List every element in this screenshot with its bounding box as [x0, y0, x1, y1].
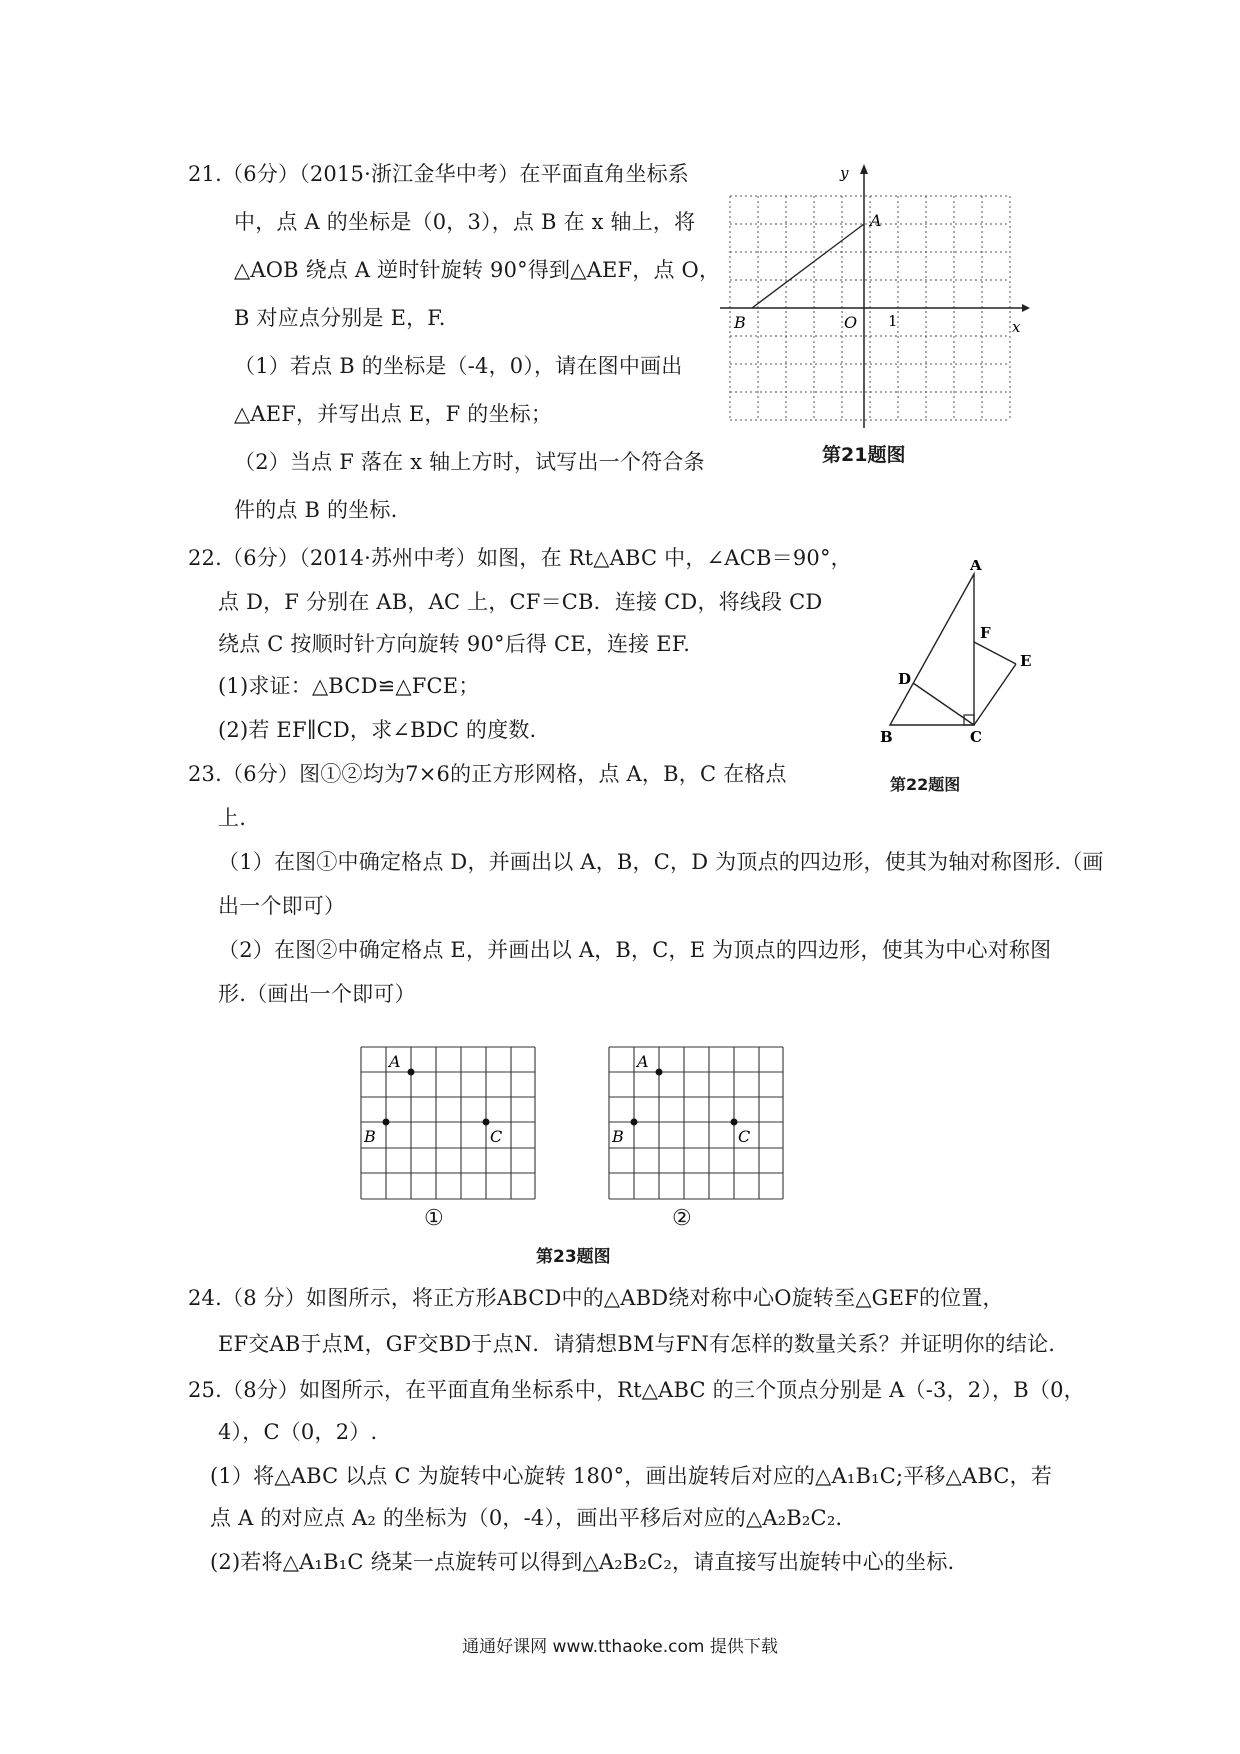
q23-line-2: 上. [218, 806, 247, 830]
q22-label-e: E [1020, 652, 1032, 670]
q21-x-label: x [1012, 318, 1021, 336]
q23-line-4: 出一个即可） [218, 894, 346, 918]
q23-fig1-point-a [408, 1069, 415, 1076]
q24-line-2: EF交AB于点M，GF交BD于点N．请猜想BM与FN有怎样的数量关系？并证明你的结论. [218, 1332, 1056, 1356]
q21-label-o: O [844, 313, 858, 332]
q23-fig1-label-a: A [389, 1052, 401, 1071]
q23-fig2-point-c [731, 1119, 738, 1126]
q21-line-3: △AOB 绕点 A 逆时针旋转 90°得到△AEF，点 O， [234, 258, 721, 282]
q21-y-label: y [840, 164, 849, 182]
q22-triangle-abc [890, 574, 974, 725]
q25-line-2: 4），C（0，2）. [218, 1420, 378, 1444]
q21-tick-1: 1 [888, 312, 898, 330]
q22-label-f: F [980, 624, 991, 642]
q23-line-1: 23.（6分）图①②均为7×6的正方形网格，点 A，B，C 在格点 [188, 762, 787, 786]
q25-line-3: (1）将△ABC 以点 C 为旋转中心旋转 180°，画出旋转后对应的△A₁B₁C;平移△ABC，若 [210, 1464, 1053, 1488]
q22-label-d: D [898, 670, 912, 688]
q23-grid-figure-1 [360, 1046, 536, 1200]
q21-line-1: 21.（6分）（2015·浙江金华中考）在平面直角坐标系 [188, 162, 689, 186]
q22-segment-cd [913, 683, 974, 725]
q22-label-c: C [970, 728, 982, 746]
q22-segment-ce [974, 664, 1016, 725]
q22-segment-fe [974, 642, 1016, 664]
q21-line-4: B 对应点分别是 E，F. [234, 306, 446, 330]
q25-line-4: 点 A 的对应点 A₂ 的坐标为（0，-4），画出平移后对应的△A₂B₂C₂. [210, 1506, 843, 1530]
q21-y-arrow [860, 164, 868, 174]
q23-caption: 第23题图 [536, 1247, 611, 1267]
q23-line-5: （2）在图②中确定格点 E，并画出以 A，B，C，E 为顶点的四边形，使其为中心对称图 [218, 938, 1052, 962]
q23-fig2-point-a [656, 1069, 663, 1076]
q21-label-a: A [870, 211, 882, 230]
q25-line-5: (2)若将△A₁B₁C 绕某一点旋转可以得到△A₂B₂C₂，请直接写出旋转中心的坐标. [210, 1550, 955, 1574]
q23-fig2-label-c: C [738, 1127, 751, 1146]
q23-fig2-label: ② [672, 1206, 692, 1231]
q21-line-8: 件的点 B 的坐标. [234, 498, 398, 522]
q21-coordinate-figure [712, 160, 1032, 430]
q22-line-4: (1)求证：△BCD≌△FCE； [218, 674, 480, 698]
q21-caption: 第21题图 [822, 444, 906, 466]
q22-line-5: (2)若 EF∥CD，求∠BDC 的度数. [218, 718, 537, 742]
q23-grid-figure-2 [608, 1046, 784, 1200]
q22-line-3: 绕点 C 按顺时针方向旋转 90°后得 CE，连接 EF. [218, 632, 691, 656]
q23-line-3: （1）在图①中确定格点 D，并画出以 A，B，C，D 为顶点的四边形，使其为轴对称图形.（画 [218, 850, 1104, 874]
q23-fig2-point-b [631, 1119, 638, 1126]
q23-fig1-label-c: C [490, 1127, 503, 1146]
q21-segment-ab [752, 224, 864, 308]
q21-label-b: B [734, 313, 746, 332]
q21-line-5: （1）若点 B 的坐标是（-4，0），请在图中画出 [234, 354, 683, 378]
q23-fig1-label: ① [424, 1206, 444, 1231]
q22-triangle-figure [870, 560, 1040, 750]
q22-label-b: B [880, 728, 893, 746]
q23-fig2-label-a: A [637, 1052, 649, 1071]
q22-line-1: 22.（6分）（2014·苏州中考）如图，在 Rt△ABC 中，∠ACB＝90°， [188, 546, 852, 570]
q23-fig2-label-b: B [612, 1127, 624, 1146]
q21-x-arrow [1022, 304, 1030, 312]
q22-label-a: A [970, 560, 982, 574]
q22-caption: 第22题图 [890, 775, 961, 794]
q23-fig1-point-c [483, 1119, 490, 1126]
q22-line-2: 点 D，F 分别在 AB，AC 上，CF＝CB．连接 CD，将线段 CD [218, 590, 823, 614]
q23-fig1-label-b: B [364, 1127, 376, 1146]
q24-line-1: 24.（8 分）如图所示，将正方形ABCD中的△ABD绕对称中心O旋转至△GEF的位置， [188, 1286, 1004, 1310]
q23-fig1-point-b [383, 1119, 390, 1126]
q21-line-7: （2）当点 F 落在 x 轴上方时，试写出一个符合条 [234, 450, 705, 474]
q21-line-2: 中，点 A 的坐标是（0，3），点 B 在 x 轴上，将 [234, 210, 696, 234]
q25-line-1: 25.（8分）如图所示，在平面直角坐标系中，Rt△ABC 的三个顶点分别是 A（-3，2），B（0， [188, 1378, 1085, 1402]
q21-line-6: △AEF，并写出点 E，F 的坐标； [234, 402, 553, 426]
page-footer: 通通好课网 www.tthaoke.com 提供下载 [462, 1637, 778, 1657]
q23-line-6: 形.（画出一个即可） [218, 982, 416, 1006]
